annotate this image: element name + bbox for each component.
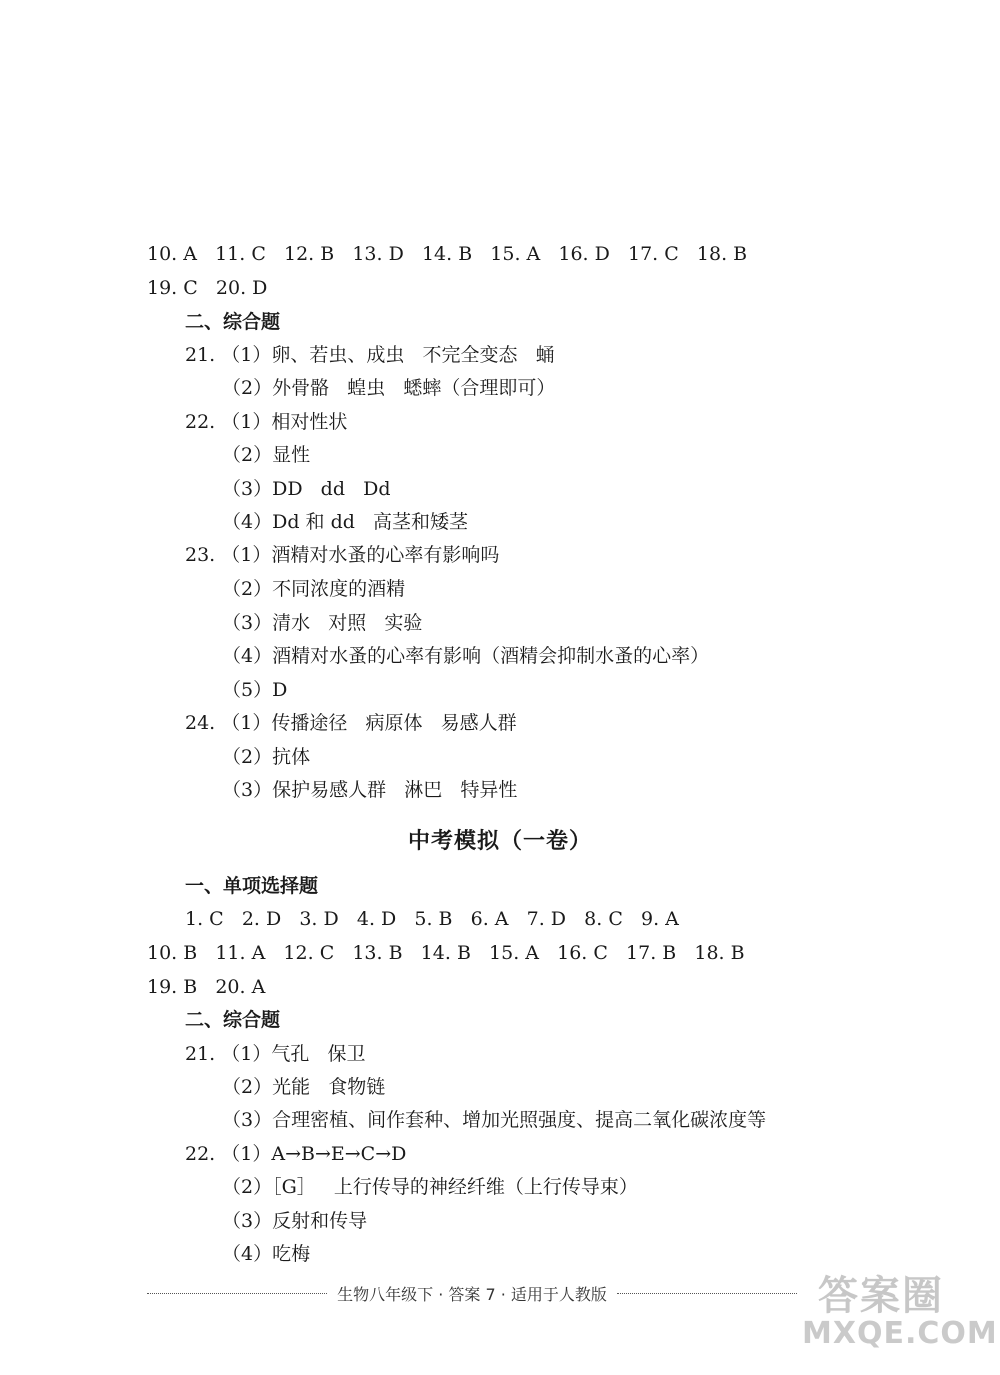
answer-line: （4）吃梅 bbox=[222, 1243, 311, 1265]
page-footer bbox=[147, 1281, 797, 1305]
answer-line: （3）清水 对照 实验 bbox=[222, 612, 423, 634]
answer-line: 21. （1）卵、若虫、成虫 不完全变态 蛹 bbox=[185, 344, 555, 366]
answer-line: （2）光能 食物链 bbox=[222, 1076, 386, 1098]
answer-line: （5）D bbox=[222, 679, 288, 701]
section-heading: 二、综合题 bbox=[185, 311, 281, 333]
answer-line: （3）DD dd Dd bbox=[222, 478, 391, 500]
answers-row: 19. B 20. A bbox=[147, 976, 266, 998]
answer-line: （3）反射和传导 bbox=[222, 1210, 368, 1232]
answers-row: 19. C 20. D bbox=[147, 277, 268, 299]
watermark-logo bbox=[798, 1264, 998, 1359]
answer-line: （2）显性 bbox=[222, 444, 311, 466]
answer-line: （2）抗体 bbox=[222, 746, 311, 768]
answer-line: 23. （1）酒精对水蚤的心率有影响吗 bbox=[185, 544, 500, 566]
answer-line: 21. （1）气孔 保卫 bbox=[185, 1043, 366, 1065]
footer-text: 生物八年级下 · 答案 7 · 适用于人教版 bbox=[337, 1284, 607, 1304]
answers-row: 1. C 2. D 3. D 4. D 5. B 6. A 7. D 8. C 9. A bbox=[185, 908, 679, 930]
answers-row: 10. A 11. C 12. B 13. D 14. B 15. A 16. D 17. C 18. B bbox=[147, 243, 748, 265]
answer-line: （3）合理密植、间作套种、增加光照强度、提高二氧化碳浓度等 bbox=[222, 1109, 767, 1131]
answer-line: （4）酒精对水蚤的心率有影响（酒精会抑制水蚤的心率） bbox=[222, 645, 710, 667]
watermark-chinese: 答案圈 bbox=[818, 1273, 944, 1319]
section-title: 中考模拟（一卷） bbox=[407, 828, 592, 854]
answer-line: （2）［G］ 上行传导的神经纤维（上行传导束） bbox=[222, 1176, 638, 1198]
answer-line: 24. （1）传播途径 病原体 易感人群 bbox=[185, 712, 517, 734]
answer-line: （2）不同浓度的酒精 bbox=[222, 578, 406, 600]
section-heading: 一、单项选择题 bbox=[185, 875, 319, 897]
answer-line: 22. （1）相对性状 bbox=[185, 411, 348, 433]
answer-line: 22. （1）A→B→E→C→D bbox=[185, 1143, 407, 1165]
footer-divider-left bbox=[147, 1293, 327, 1294]
section-heading: 二、综合题 bbox=[185, 1009, 281, 1031]
answers-row: 10. B 11. A 12. C 13. B 14. B 15. A 16. C 17. B 18. B bbox=[147, 942, 745, 964]
answer-line: （4）Dd 和 dd 高茎和矮茎 bbox=[222, 511, 469, 533]
watermark-english: MXQE.COM bbox=[802, 1316, 998, 1351]
answer-line: （3）保护易感人群 淋巴 特异性 bbox=[222, 779, 518, 801]
footer-divider-right bbox=[617, 1293, 797, 1294]
answer-line: （2）外骨骼 蝗虫 蟋蟀（合理即可） bbox=[222, 377, 556, 399]
